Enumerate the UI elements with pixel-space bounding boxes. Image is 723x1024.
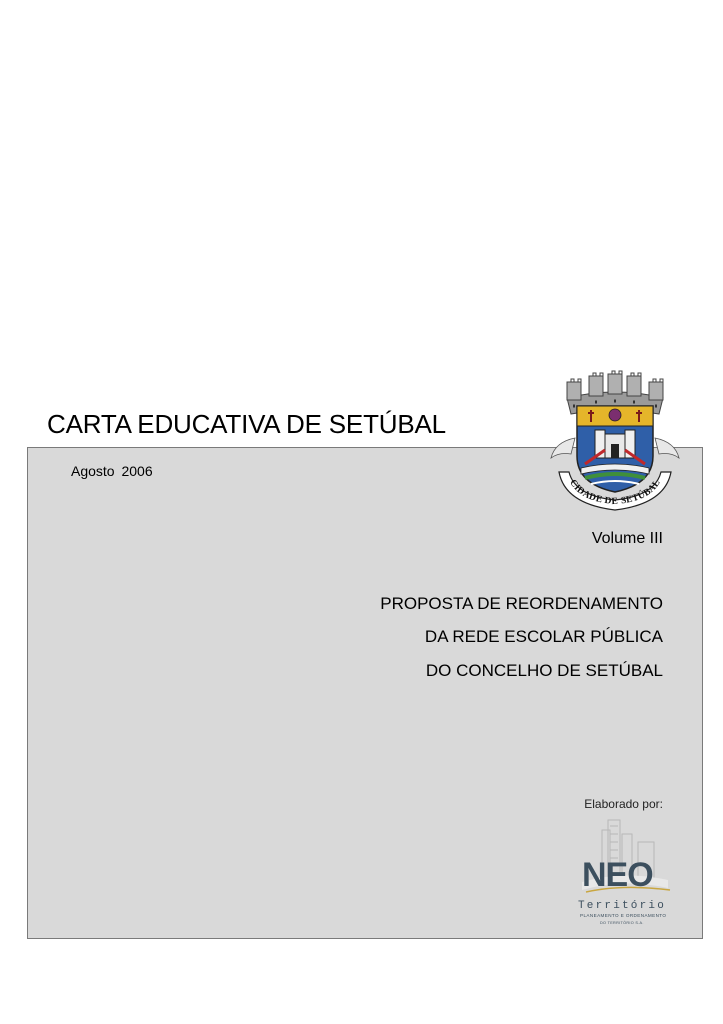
document-date: Agosto 2006 [71,463,153,479]
neo-territorio-logo [572,818,674,928]
setubal-coat-of-arms-logo [545,368,685,516]
crest-scroll-text: CIDADE DE SETÚBAL [567,478,663,508]
subtitle-line-1: PROPOSTA DE REORDENAMENTO [380,594,663,613]
shield-icon [577,406,653,492]
logo-tagline: PLANEAMENTO E ORDENAMENTO [580,913,667,918]
volume-label: Volume III [591,530,663,547]
document-title: CARTA EDUCATIVA DE SETÚBAL [47,409,446,439]
logo-wordmark: NEO [582,856,653,894]
logo-tagline-2: DO TERRITÓRIO S.A. [600,921,644,925]
subtitle-line-2: DA REDE ESCOLAR PÚBLICA [424,627,663,646]
subtitle-line-3: DO CONCELHO DE SETÚBAL [425,661,663,680]
logo-name: Território [578,900,667,912]
prepared-by-label: Elaborado por: [584,797,663,811]
